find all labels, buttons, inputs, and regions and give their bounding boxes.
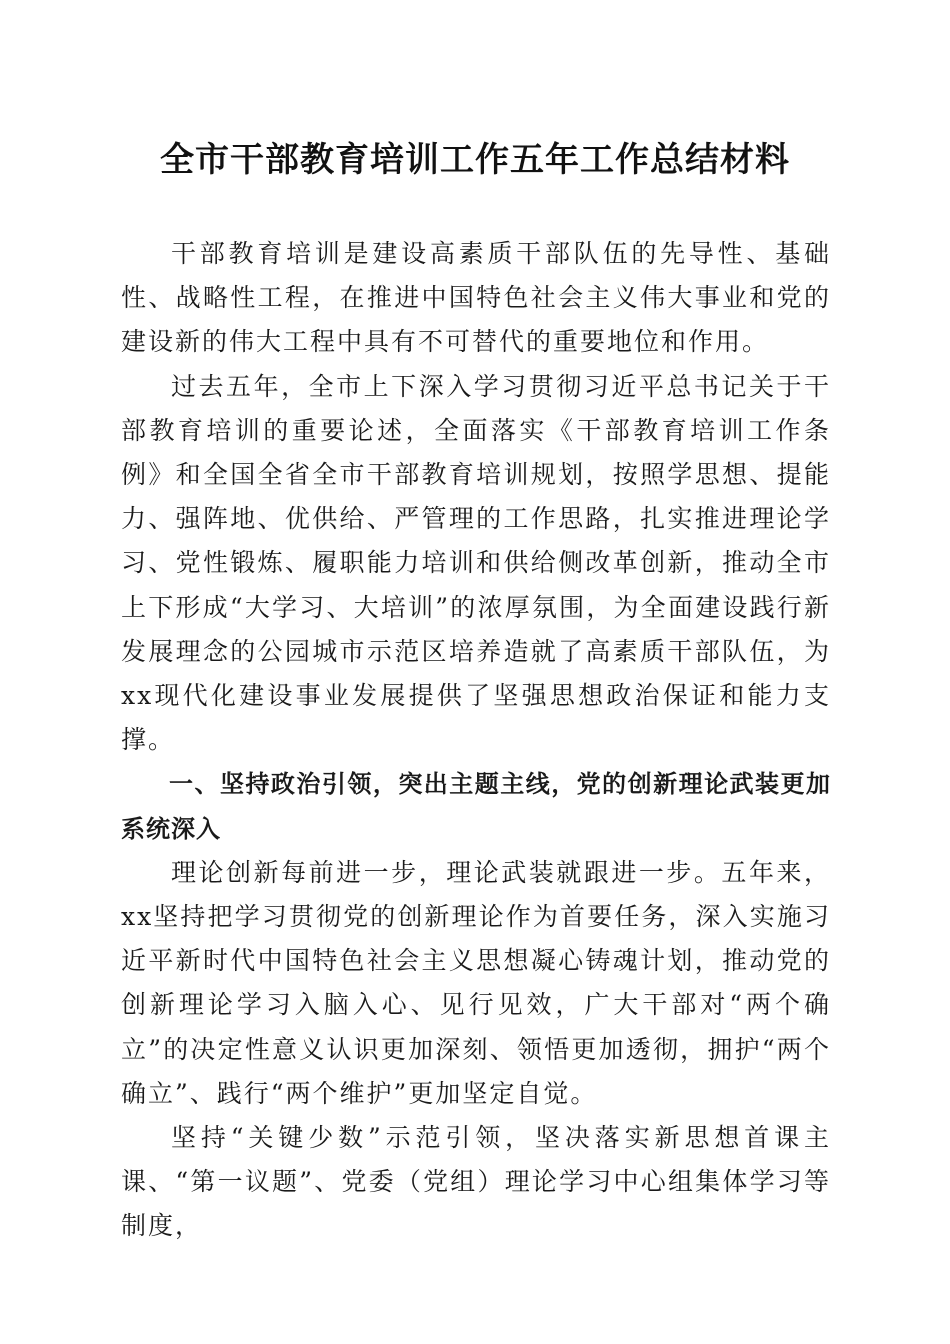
section1-paragraph-1: 理论创新每前进一步，理论武装就跟进一步。五年来，xx坚持把学习贯彻党的创新理论作为首要任务，深入实施习近平新时代中国特色社会主义思想凝心铸魂计划，推动党的创新理论学习入脑入心、见行见效，广大干部对“两个确立”的决定性意义认识更加深刻、领悟更加透彻，拥护“两个确立”、践行“两个维护”更加坚定自觉。 xyxy=(121,857,831,1108)
document-body xyxy=(121,232,831,1249)
section1-paragraph-2: 坚持“关键少数”示范引领，坚决落实新思想首课主课、“第一议题”、党委（党组）理论学习中心组集体学习等制度， xyxy=(121,1123,831,1241)
document-title: 全市干部教育培训工作五年工作总结材料 xyxy=(160,140,790,180)
paragraph-review: 过去五年，全市上下深入学习贯彻习近平总书记关于干部教育培训的重要论述，全面落实《干部教育培训工作条例》和全国全省全市干部教育培训规划，按照学思想、提能力、强阵地、优供给、严管理的工作思路，扎实推进理论学习、党性锻炼、履职能力培训和供给侧改革创新，推动全市上下形成“大学习、大培训”的浓厚氛围，为全面建设践行新发展理念的公园城市示范区培养造就了高素质干部队伍，为xx现代化建设事业发展提供了坚强思想政治保证和能力支撑。 xyxy=(121,371,831,755)
paragraph-intro: 干部教育培训是建设高素质干部队伍的先导性、基础性、战略性工程，在推进中国特色社会主义伟大事业和党的建设新的伟大工程中具有不可替代的重要地位和作用。 xyxy=(121,239,831,357)
section-heading-1: 一、坚持政治引领，突出主题主线，党的创新理论武装更加系统深入 xyxy=(121,770,831,843)
